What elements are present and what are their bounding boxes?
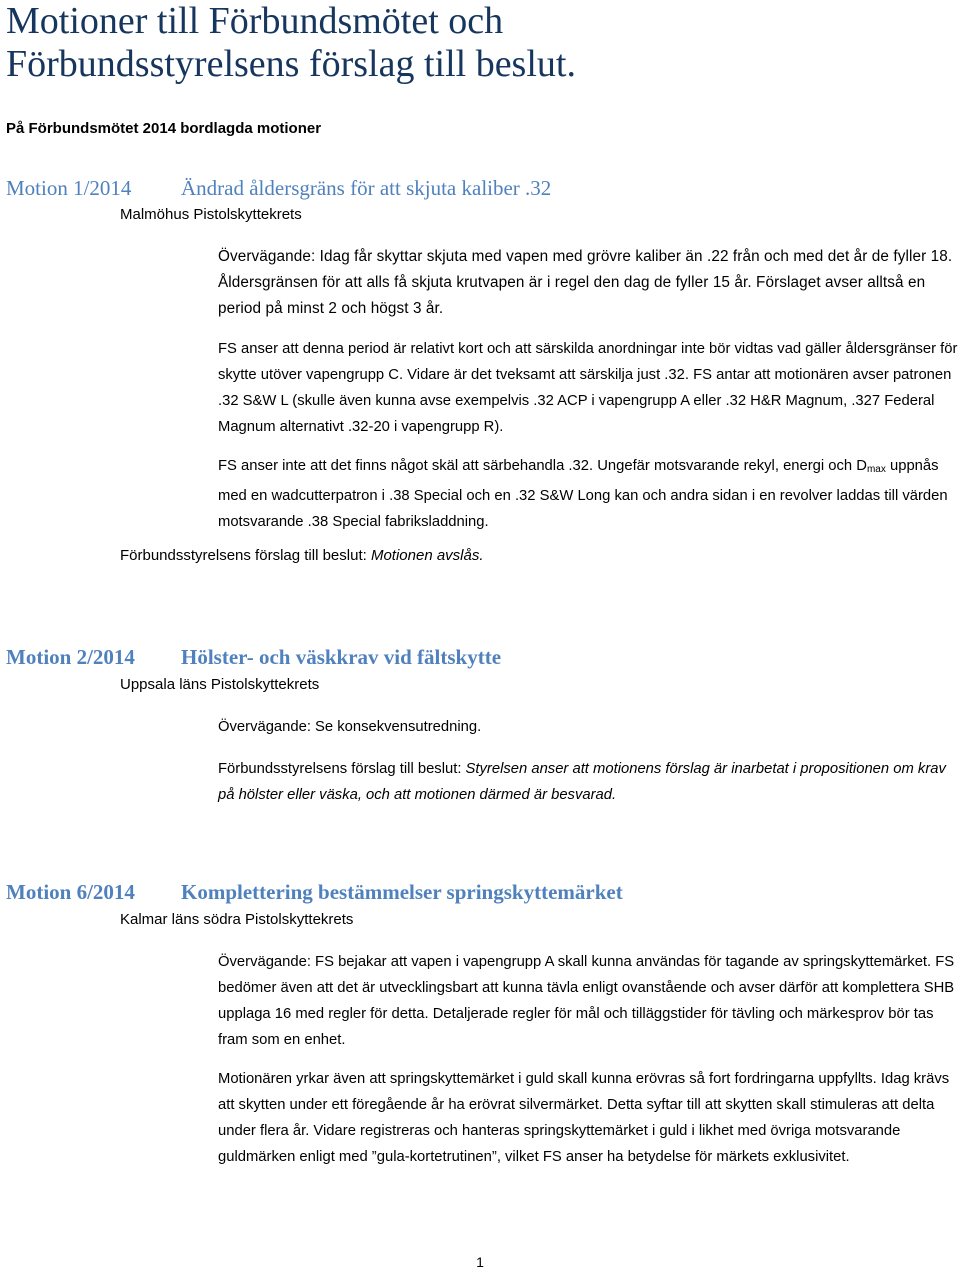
motion-1-number: Motion 1/2014 xyxy=(6,176,132,200)
motion-1-consideration: Övervägande: Idag får skyttar skjuta med vapen med grövre kaliber än .22 från och med det år de fyller 18. Åldersgränsen för att alls få skjuta krutvapen är i regel den dag de fyller 15 år. Förslaget avser alltså en period på minst 2 och högst 3 år. xyxy=(218,248,953,317)
page-number: 1 xyxy=(476,1254,484,1270)
motion-2-number: Motion 2/2014 xyxy=(6,645,135,669)
title-line-2: Förbundsstyrelsens förslag till beslut. xyxy=(6,43,576,85)
motion-6-name: Komplettering bestämmelser springskyttemärket xyxy=(181,880,623,904)
motion-1-p3-sub: max xyxy=(866,464,886,475)
motion-1-decision-value: Motionen avslås. xyxy=(370,547,484,564)
motion-2-heading xyxy=(6,645,501,670)
motion-1-p3-after: uppnås med en wadcutterpatron i .38 Special och en .32 S&W Long kan och andra sidan i en revolver laddas till värden motsvarande .38 Special fabriksladdning. xyxy=(218,458,948,530)
motion-6-heading xyxy=(6,880,623,905)
motion-2-proposer: Uppsala läns Pistolskyttekrets xyxy=(120,676,320,693)
motion-1-decision-label: Förbundsstyrelsens förslag till beslut: xyxy=(120,547,371,564)
motion-6-proposer: Kalmar läns södra Pistolskyttekrets xyxy=(120,911,354,928)
section-subheading: På Förbundsmötet 2014 bordlagda motioner xyxy=(6,120,322,137)
motion-2-decision xyxy=(218,756,960,808)
motion-1-proposer: Malmöhus Pistolskyttekrets xyxy=(120,206,302,223)
motion-2-decision-value: Styrelsen anser att motionens förslag är inarbetat i propositionen om krav på hölster eller väska, och att motionen därmed är besvarad. xyxy=(218,761,946,803)
motion-2-decision-label: Förbundsstyrelsens förslag till beslut: xyxy=(218,761,466,777)
motion-1-fs-reasoning xyxy=(218,453,960,535)
motion-6-consideration: Övervägande: FS bejakar att vapen i vapengrupp A skall kunna användas för tagande av springskyttemärket. FS bedömer även att det är utvecklingsbart att kunna tävla enligt ovanstående och avser därför att komplettera SHB upplaga 16 med regler för detta. Detaljerade regler för mål och tilläggstider för tävling och märkesprov bör tas fram som en enhet. xyxy=(218,954,955,1048)
motion-2-consideration: Övervägande: Se konsekvensutredning. xyxy=(218,719,482,735)
motion-2-name: Hölster- och väskkrav vid fältskytte xyxy=(181,645,502,669)
motion-1-heading xyxy=(6,176,551,201)
motion-1-decision xyxy=(120,547,484,564)
title-line-1: Motioner till Förbundsmötet och xyxy=(6,0,504,42)
motion-6-number: Motion 6/2014 xyxy=(6,880,135,904)
document-title xyxy=(6,0,956,86)
motion-6-request: Motionären yrkar även att springskyttemärket i guld skall kunna erövras så fort fordringarna uppfyllts. Idag krävs att skytten under ett föregående år ha erövrat silvermärket. Detta syftar till att skytten skall stimuleras att delta under flera år. Vidare registreras och hanteras springskyttemärket i guld i likhet med övriga motsvarande guldmärken enligt med ”gula-kortetrutinen”, vilket FS anser ha betydelse för märkets exklusivitet. xyxy=(218,1071,950,1165)
motion-1-name: Ändrad åldersgräns för att skjuta kaliber .32 xyxy=(181,176,552,200)
motion-1-p3-before: FS anser inte att det finns något skäl att särbehandla .32. Ungefär motsvarande rekyl, energi och D xyxy=(218,458,867,474)
motion-1-fs-view: FS anser att denna period är relativt kort och att särskilda anordningar inte bör vidtas vad gäller åldersgränser för skytte utöver vapengrupp C. Vidare är det tveksamt att särskilja just .32. FS antar att motionären avser patronen .32 S&W L (skulle även kunna avse exempelvis .32 ACP i vapengrupp A eller .32 H&R Magnum, .327 Federal Magnum alternativt .32-20 i vapengrupp R). xyxy=(218,341,958,435)
